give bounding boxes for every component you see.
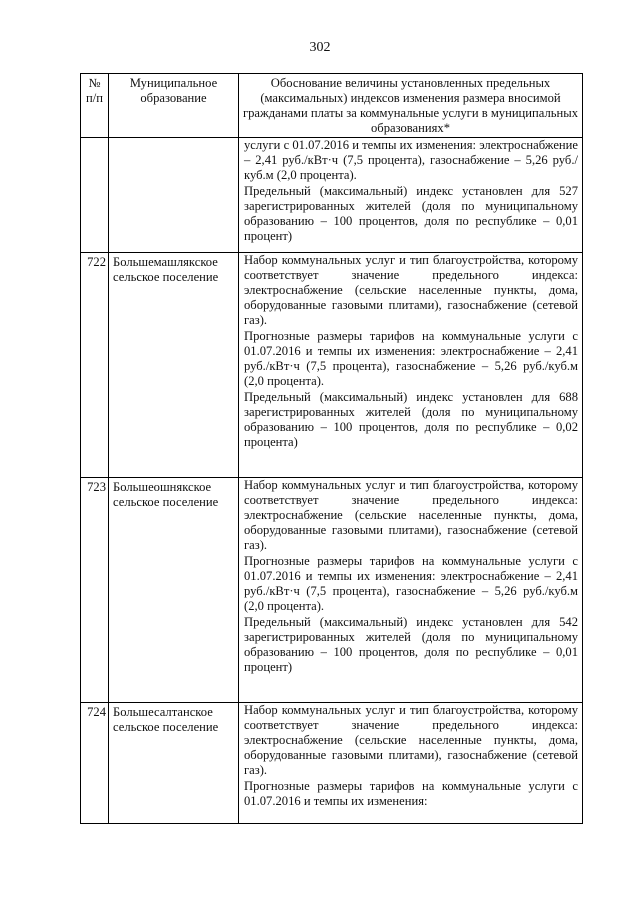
table-row: [81, 253, 583, 478]
header-justification: Обоснование величины установленных предельных (максимальных) индексов изменения размера вносимой гражданами платы за коммунальные услуги в муниципальных образованиях*: [239, 74, 583, 138]
header-num: № п/п: [81, 74, 109, 138]
justification-paragraph: Набор коммунальных услуг и тип благоустройства, которому соответствует значение предельного индекса: электроснабжение (сельские населенные пункты, дома, оборудованные газовыми плитами), газоснабжение (сетевой газ).: [244, 703, 578, 777]
row-municipality-cell: [109, 138, 239, 253]
justification-paragraph: Набор коммунальных услуг и тип благоустройства, которому соответствует значение предельного индекса: электроснабжение (сельские населенные пункты, дома, оборудованные газовыми плитами), газоснабжение (сетевой газ).: [244, 253, 578, 327]
row-municipality: Большеошнякское сельское поселение: [109, 478, 239, 703]
tariff-table: [80, 73, 583, 824]
table-row: [81, 703, 583, 824]
justification-paragraph: Прогнозные размеры тарифов на коммунальные услуги с 01.07.2016 и темпы их изменения: электроснабжение – 2,41 руб./кВт·ч (7,5 процента), газоснабжение – 5,26 руб./куб.м (2,0 процента).: [244, 329, 578, 388]
row-num: 722: [81, 253, 109, 478]
row-num: 724: [81, 703, 109, 824]
row-municipality: Большесалтанское сельское поселение: [109, 703, 239, 824]
justification-paragraph: Предельный (максимальный) индекс установлен для 527 зарегистрированных жителей (доля по муниципальному образованию – 100 процентов, доля по республике – 0,01 процент): [244, 184, 578, 243]
justification-paragraph: услуги с 01.07.2016 и темпы их изменения: электроснабжение – 2,41 руб./кВт·ч (7,5 процента), газоснабжение – 5,26 руб./куб.м (2,0 процента).: [244, 138, 578, 182]
row-num-cell: [81, 138, 109, 253]
row-justification-cell: [239, 138, 583, 253]
row-justification-cell: [239, 703, 583, 824]
row-justification-cell: [239, 478, 583, 703]
row-justification-cell: [239, 253, 583, 478]
justification-paragraph: Предельный (максимальный) индекс установлен для 688 зарегистрированных жителей (доля по муниципальному образованию – 100 процентов, доля по республике – 0,02 процента): [244, 390, 578, 449]
row-num: 723: [81, 478, 109, 703]
justification-paragraph: Набор коммунальных услуг и тип благоустройства, которому соответствует значение предельного индекса: электроснабжение (сельские населенные пункты, дома, оборудованные газовыми плитами), газоснабжение (сетевой газ).: [244, 478, 578, 552]
justification-paragraph: Прогнозные размеры тарифов на коммунальные услуги с 01.07.2016 и темпы их изменения:: [244, 779, 578, 808]
row-municipality: Большемашлякское сельское поселение: [109, 253, 239, 478]
justification-paragraph: Предельный (максимальный) индекс установлен для 542 зарегистрированных жителей (доля по муниципальному образованию – 100 процентов, доля по республике – 0,01 процент): [244, 615, 578, 674]
justification-paragraph: Прогнозные размеры тарифов на коммунальные услуги с 01.07.2016 и темпы их изменения: электроснабжение – 2,41 руб./кВт·ч (7,5 процента), газоснабжение – 5,26 руб./куб.м (2,0 процента).: [244, 554, 578, 613]
table-row-continuation: [81, 138, 583, 253]
table-row: [81, 478, 583, 703]
header-municipality: Муниципальное образование: [109, 74, 239, 138]
page-number: 302: [309, 40, 331, 55]
table-header-row: [81, 74, 583, 138]
